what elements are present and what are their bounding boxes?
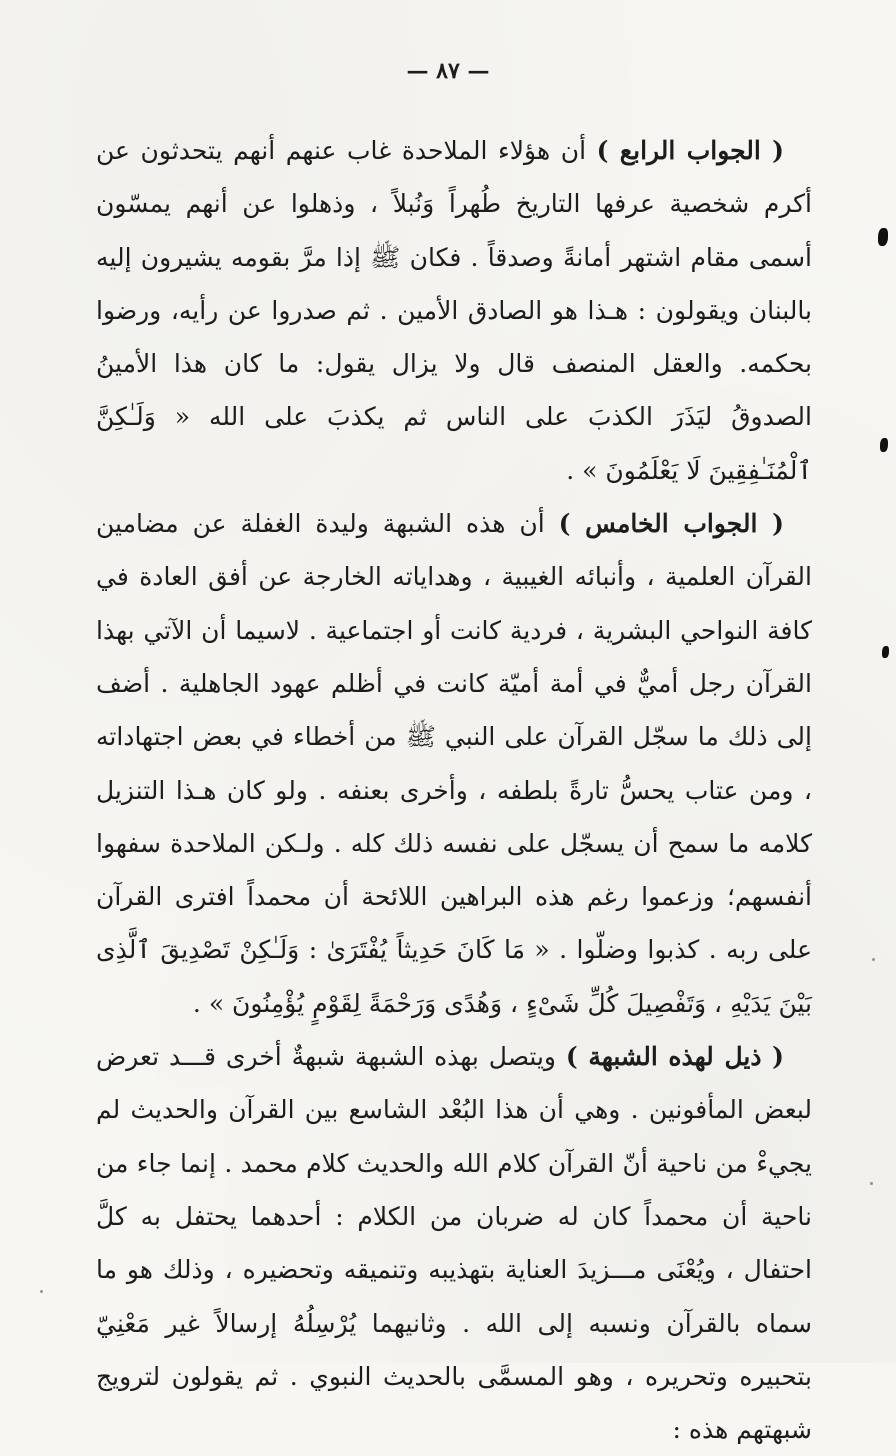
scan-speck-icon	[872, 958, 875, 961]
paragraph-fourth-answer	[96, 124, 812, 497]
paragraph-text: أن هذه الشبهة وليدة الغفلة عن مضامين القرآن العلمية ، وأنبائه الغيبية ، وهداياته الخارجة عن أفق العادة في كافة النواحي البشرية ، فردية كانت أو اجتماعية . لاسيما أن الآتي بهذا القرآن رجل أميٌّ في أمة أميّة كانت في أظلم عهود الجاهلية . أضف إلى ذلك ما سجّل القرآن على النبي ﷺ من أخطاء في بعض اجتهاداته ، ومن عتاب يحسُّ تارةً بلطفه ، وأخرى بعنفه . ولو كان هـذا التنزيل كلامه ما سمح أن يسجّل على نفسه ذلك كله . ولـكن الملاحدة سفهوا أنفسهم؛ وزعموا رغم هذه البراهين اللائحة أن محمداً افترى القرآن على ربه . كذبوا وضلّوا . « مَا كَانَ حَدِيثاً يُفْتَرَىٰ : وَلَـٰكِنْ تَصْدِيقَ ٱلَّذِى بَيْنَ يَدَيْهِ ، وَتَفْصِيلَ كُلِّ شَىْءٍ ، وَهُدًى وَرَحْمَةً لِقَوْمٍ يُؤْمِنُونَ » .	[96, 509, 812, 1018]
paragraph-text: ويتصل بهذه الشبهة شبهةٌ أخرى قـــد تعرض لبعض المأفونين . وهي أن هذا البُعْد الشاسع بين القرآن والحديث لم يجيءْ من ناحية أنّ القرآن كلام الله والحديث كلام محمد . إنما جاء من ناحية أن محمداً كان له ضربان من الكلام : أحدهما يحتفل به كلَّ احتفال ، ويُعْنَى مـــزيدَ العناية بتهذيبه وتنميقه وتحضيره ، وذلك هو ما سماه بالقرآن ونسبه إلى الله . وثانيهما يُرْسِلُهُ إرسالاً غير مَعْنِيّ بتحبيره وتحريره ، وهو المسمَّى بالحديث النبوي . ثم يقولون لترويج شبهتهم هذه :	[96, 1042, 812, 1445]
scan-mark-icon	[878, 228, 888, 246]
scan-speck-icon	[870, 1182, 873, 1185]
paragraph-lead: ( ذيل لهذه الشبهة )	[565, 1042, 784, 1072]
page-number: — ٨٧ —	[406, 58, 490, 84]
paragraph-text: أن هؤلاء الملاحدة غاب عنهم أنهم يتحدثون عن أكرم شخصية عرفها التاريخ طُهراً وَنُبلاً ، وذهلوا عن أنهم يمسّون أسمى مقام اشتهر أمانةً وصدقاً . فكان ﷺ إذا مرَّ بقومه يشيرون إليه بالبنان ويقولون : هـذا هو الصادق الأمين . ثم صدروا عن رأيه، ورضوا بحكمه. والعقل المنصف قال ولا يزال يقول: ما كان هذا الأمينُ الصدوقُ ليَذَرَ الكذبَ على الناس ثم يكذبَ على الله « وَلَـٰكِنَّ ٱلْمُنَـٰفِقِينَ لَا يَعْلَمُونَ » .	[96, 136, 812, 485]
paragraph-lead: ( الجواب الخامس )	[558, 509, 784, 539]
scan-speck-icon	[40, 1290, 43, 1293]
scan-mark-icon	[882, 646, 889, 658]
body-text	[96, 124, 812, 1456]
paragraph-lead: ( الجواب الرابع )	[596, 136, 784, 165]
paragraph-fifth-answer	[96, 497, 812, 1030]
scan-mark-icon	[880, 438, 888, 452]
paragraph-appendix	[96, 1030, 812, 1456]
